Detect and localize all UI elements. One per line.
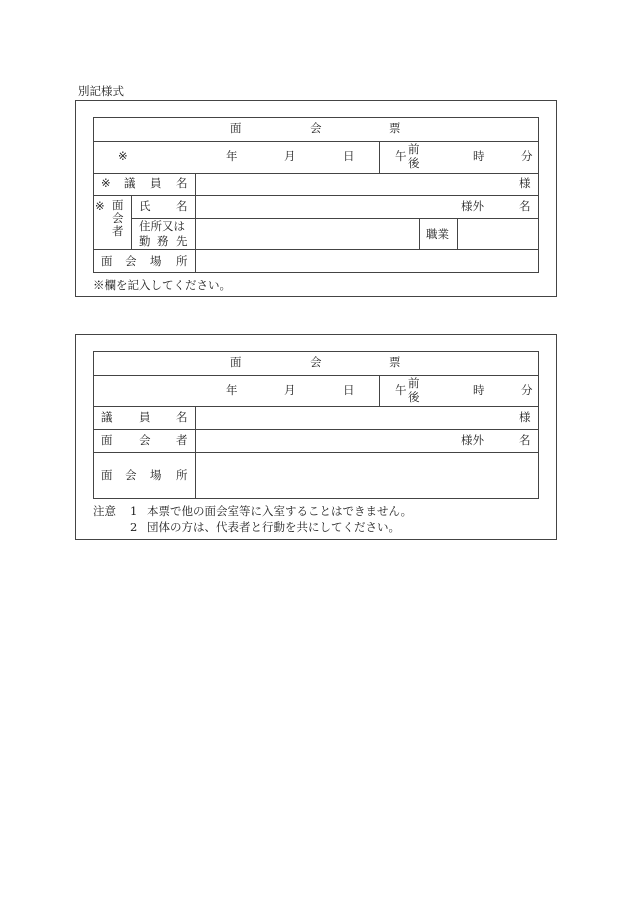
slip-1-rule	[93, 173, 539, 174]
slip-1-occupation-label: 職業	[426, 227, 449, 241]
slip-2-note-text: 本票で他の面会室等に入室することはできません。	[147, 504, 413, 518]
slip-2-year-label: 年	[226, 383, 238, 397]
slip-1-name-suffix-right: 名	[519, 199, 531, 213]
slip-1-place-label-char: 所	[176, 254, 188, 268]
slip-1-name-suffix-left: 様外	[461, 199, 484, 213]
slip-2-member-label-char: 議	[101, 410, 113, 424]
slip-1-address-label-char: 先	[176, 234, 188, 248]
slip-2-title-char: 票	[389, 355, 401, 369]
slip-1-rule	[379, 141, 380, 173]
slip-1-rule	[93, 141, 539, 142]
slip-2-rule	[93, 429, 539, 430]
slip-2-visitor-label-char: 会	[139, 433, 151, 447]
slip-1-note: ※欄を記入してください。	[93, 278, 231, 292]
slip-1-hour-label: 時	[473, 149, 485, 163]
slip-2-month-label: 月	[284, 383, 296, 397]
slip-2-member-label-char: 名	[176, 410, 188, 424]
slip-1-visitor-label-char: 者	[112, 224, 124, 238]
slip-1-title-char: 票	[389, 121, 401, 135]
slip-1-address-label: 住所又は	[139, 219, 185, 233]
slip-1-rule	[131, 218, 539, 219]
slip-2-visitor-suffix-right: 名	[519, 433, 531, 447]
slip-1-address-label-char: 勤	[139, 234, 151, 248]
slip-1-title-char: 会	[310, 121, 322, 135]
slip-2-note-number: 2	[130, 520, 138, 534]
slip-2-title-char: 会	[310, 355, 322, 369]
slip-2-rule	[379, 375, 380, 406]
slip-1-visitor-label-char: 面	[112, 198, 124, 212]
slip-1-visitor-label-char: 会	[112, 211, 124, 225]
slip-1-rule	[131, 195, 132, 249]
slip-1-rule	[457, 218, 458, 249]
slip-1-visitor-mark: ※	[95, 199, 105, 213]
slip-1-title-char: 面	[230, 121, 242, 135]
slip-1-member-label-char: 員	[150, 176, 162, 190]
slip-2-place-label-char: 場	[150, 468, 162, 482]
form-label: 別記様式	[78, 84, 124, 98]
slip-1-rule	[93, 249, 539, 250]
slip-2-member-suffix: 様	[519, 410, 531, 424]
slip-1-place-label-char: 面	[101, 254, 113, 268]
slip-1-member-label-char: 名	[176, 176, 188, 190]
slip-2-place-label-char: 会	[125, 468, 137, 482]
slip-1-rule	[93, 195, 539, 196]
slip-2-note-number: 1	[130, 504, 138, 518]
slip-2-title-char: 面	[230, 355, 242, 369]
slip-2-member-label-char: 員	[139, 410, 151, 424]
slip-2-am-label: 前	[408, 376, 420, 390]
slip-2-note-text: 団体の方は、代表者と行動を共にしてください。	[147, 520, 400, 534]
slip-1-am-pm-label: 午	[395, 149, 407, 163]
slip-2-notes-heading: 注意	[93, 504, 116, 518]
slip-2-place-label-char: 所	[176, 468, 188, 482]
slip-2-place-label-char: 面	[101, 468, 113, 482]
slip-1-member-suffix: 様	[519, 176, 531, 190]
slip-1-name-label-char: 名	[176, 199, 188, 213]
slip-1-pm-label: 後	[408, 156, 420, 170]
slip-1-rule	[419, 218, 420, 249]
slip-1-address-label-char: 務	[157, 234, 169, 248]
slip-2-pm-label: 後	[408, 390, 420, 404]
slip-2-visitor-label-char: 面	[101, 433, 113, 447]
slip-2-rule	[93, 375, 539, 376]
slip-2-rule	[93, 406, 539, 407]
slip-1-place-label-char: 場	[150, 254, 162, 268]
slip-2-visitor-suffix-left: 様外	[461, 433, 484, 447]
slip-1-place-label-char: 会	[125, 254, 137, 268]
slip-2-minute-label: 分	[521, 383, 533, 397]
slip-1-day-label: 日	[343, 149, 355, 163]
slip-1-minute-label: 分	[521, 149, 533, 163]
slip-2-visitor-label-char: 者	[176, 433, 188, 447]
slip-1-member-mark: ※	[101, 176, 111, 190]
slip-1-rule	[195, 173, 196, 273]
slip-1-date-mark: ※	[118, 149, 128, 163]
slip-1-year-label: 年	[226, 149, 238, 163]
slip-2-hour-label: 時	[473, 383, 485, 397]
slip-1-member-label-char: 議	[124, 176, 136, 190]
slip-1-am-label: 前	[408, 142, 420, 156]
slip-2-rule	[93, 452, 539, 453]
slip-2-day-label: 日	[343, 383, 355, 397]
slip-1-month-label: 月	[284, 149, 296, 163]
slip-2-am-pm-label: 午	[395, 383, 407, 397]
slip-1-name-label-char: 氏	[139, 199, 151, 213]
slip-2-rule	[195, 406, 196, 499]
